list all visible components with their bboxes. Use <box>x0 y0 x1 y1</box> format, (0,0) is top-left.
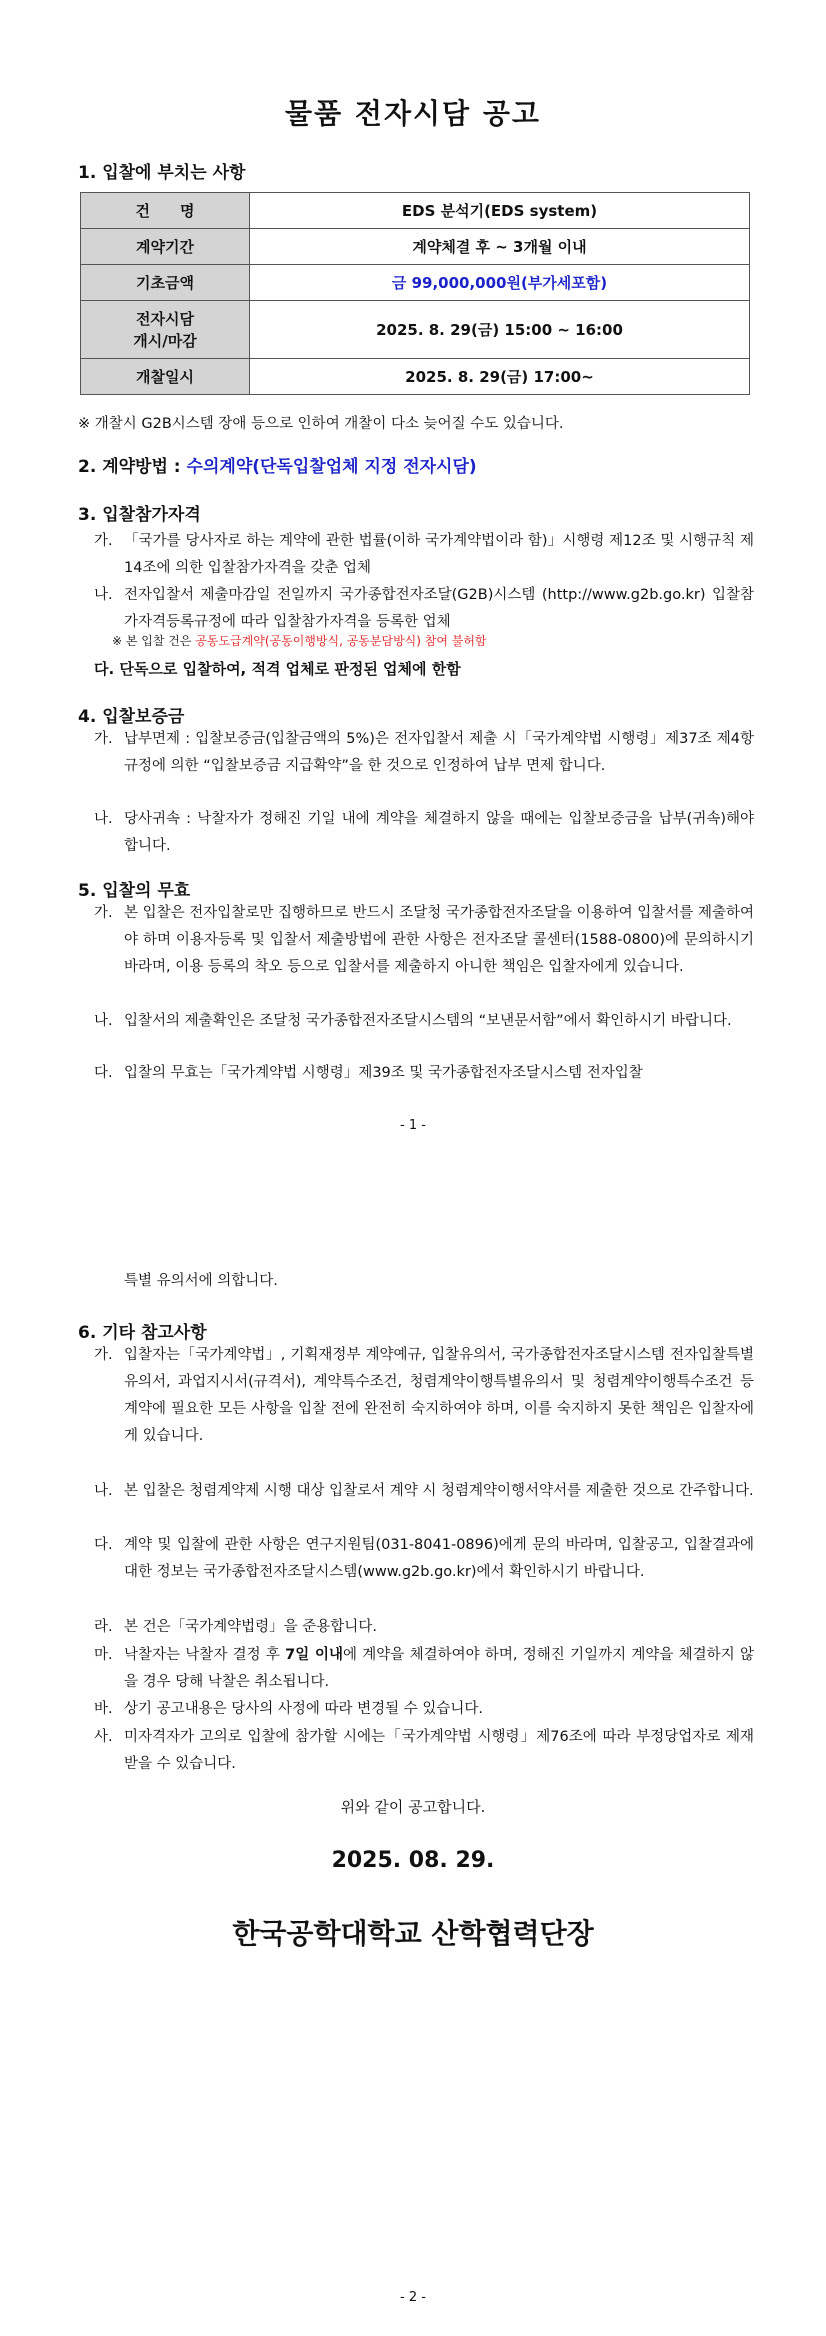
outage-note: ※ 개찰시 G2B시스템 장애 등으로 인하여 개찰이 다소 늦어질 수도 있습니다. <box>78 416 564 432</box>
section-2-heading <box>78 452 477 477</box>
item-text: 납부면제 : 입찰보증금(입찰금액의 5%)은 전자입찰서 제출 시「국가계약법 시행령」제37조 제4항 규정에 의한 “입찰보증금 지급확약”을 한 것으로 인정하여 납부 면제 합니다. <box>124 731 754 774</box>
item-text: 상기 공고내용은 당사의 사정에 따라 변경될 수 있습니다. <box>124 1701 484 1717</box>
closing-statement: 위와 같이 공고합니다. <box>340 1798 486 1816</box>
page-2 <box>0 1168 826 2336</box>
item-text: 입찰서의 제출확인은 조달청 국가종합전자조달시스템의 “보낸문서함”에서 확인하시기 바랍니다. <box>124 1013 732 1029</box>
row-value: EDS 분석기(EDS system) <box>250 193 750 229</box>
table-row <box>81 193 750 229</box>
consortium-note-red: 공동도급계약(공동이행방식, 공동분담방식) 참여 불허함 <box>195 634 487 648</box>
page-number: - 2 - <box>400 2290 426 2305</box>
row-label: 기초금액 <box>81 265 250 301</box>
section-1-heading: 1. 입찰에 부치는 사항 <box>78 163 246 183</box>
list-item <box>94 1532 754 1586</box>
item-text: 본 입찰은 전자입찰로만 집행하므로 반드시 조달청 국가종합전자조달을 이용하여 입찰서를 제출하여야 하며 이용자등록 및 입찰서 제출방법에 관한 사항은 전자조달 콜센터(1588-0800)에 문의하시기 바라며, 이용 등록의 착오 등으로 입찰서를 제출하지 아니한 책임은 입찰자에게 있습니다. <box>124 905 754 975</box>
section-4-heading: 4. 입찰보증금 <box>78 707 185 727</box>
section-6-heading: 6. 기타 참고사항 <box>78 1323 207 1343</box>
section-3-heading: 3. 입찰참가자격 <box>78 505 201 525</box>
list-item <box>94 528 754 582</box>
item-text-before: 낙찰자는 낙찰자 결정 후 <box>124 1647 286 1663</box>
row-value: 2025. 8. 29(금) 15:00 ~ 16:00 <box>250 301 750 359</box>
list-item <box>94 1724 754 1778</box>
contract-method: 수의계약(단독입찰업체 지정 전자시담) <box>186 457 477 477</box>
deadline-emphasis: 7일 이내 <box>285 1647 343 1663</box>
document-title: 물품 전자시담 공고 <box>285 97 541 130</box>
announcement-date: 2025. 08. 29. <box>331 1848 495 1873</box>
item-marker: 가. <box>94 533 113 549</box>
item-text: 미자격자가 고의로 입찰에 참가할 시에는「국가계약법 시행령」제76조에 따라 부정당업자로 제재 받을 수 있습니다. <box>124 1729 754 1772</box>
item-text: 당사귀속 : 낙찰자가 정해진 기일 내에 계약을 체결하지 않을 때에는 입찰보증금을 납부(귀속)해야 합니다. <box>124 811 754 854</box>
item-marker: 마. <box>94 1647 113 1663</box>
item-marker: 나. <box>94 1483 113 1499</box>
item-marker: 다. <box>94 1537 113 1553</box>
item-marker: 나. <box>94 811 113 827</box>
section-3-item-c: 다. 단독으로 입찰하여, 적격 업체로 판정된 업체에 한함 <box>94 660 461 678</box>
list-item <box>94 1342 754 1450</box>
list-item <box>94 582 754 636</box>
item-marker: 바. <box>94 1701 113 1717</box>
item-marker: 라. <box>94 1619 113 1635</box>
item-text: 「국가를 당사자로 하는 계약에 관한 법률(이하 국가계약법이라 함)」시행령 제12조 및 시행규칙 제14조에 의한 입찰참가자격을 갖춘 업체 <box>124 533 754 576</box>
item-marker: 사. <box>94 1729 113 1745</box>
item-marker: 나. <box>94 587 113 603</box>
item-marker: 가. <box>94 905 113 921</box>
item-text: 본 입찰은 청렴계약제 시행 대상 입찰로서 계약 시 청렴계약이행서약서를 제출한 것으로 간주합니다. <box>124 1483 754 1499</box>
list-item <box>94 726 754 780</box>
page-number: - 1 - <box>400 1118 426 1133</box>
list-item <box>94 806 754 860</box>
row-label: 개찰일시 <box>81 359 250 395</box>
row-value: 계약체결 후 ~ 3개월 이내 <box>250 229 750 265</box>
section-5-continuation: 특별 유의서에 의합니다. <box>124 1273 278 1289</box>
item-marker: 가. <box>94 731 113 747</box>
list-item <box>94 900 754 981</box>
consortium-note <box>112 632 487 649</box>
section-2-label: 2. 계약방법 : <box>78 457 181 477</box>
table-row <box>81 301 750 359</box>
section-5-heading: 5. 입찰의 무효 <box>78 881 191 901</box>
item-marker: 가. <box>94 1347 113 1363</box>
row-label: 계약기간 <box>81 229 250 265</box>
item-marker: 다. <box>94 1065 113 1081</box>
list-item <box>94 1696 754 1723</box>
table-row <box>81 229 750 265</box>
item-text: 계약 및 입찰에 관한 사항은 연구지원팀(031-8041-0896)에게 문의 바라며, 입찰공고, 입찰결과에 대한 정보는 국가종합전자조달시스템(www.g2b.go.kr)에서 확인하시기 바랍니다. <box>124 1537 754 1580</box>
item-text: 입찰의 무효는「국가계약법 시행령」제39조 및 국가종합전자조달시스템 전자입찰 <box>124 1065 643 1081</box>
table-row <box>81 265 750 301</box>
issuer-name: 한국공학대학교 산학협력단장 <box>232 1917 594 1950</box>
list-item <box>94 1478 754 1505</box>
row-label: 건 명 <box>81 193 250 229</box>
table-row <box>81 359 750 395</box>
item-marker: 나. <box>94 1013 113 1029</box>
item-text: 본 건은「국가계약법령」을 준용합니다. <box>124 1619 377 1635</box>
list-item <box>94 1060 754 1087</box>
bid-info-table <box>80 192 750 395</box>
list-item <box>94 1614 754 1641</box>
item-text-after: 에 계약을 체결하여야 하며, 정해진 기일까지 계약을 체결하지 않을 경우 당해 낙찰은 취소됩니다. <box>124 1647 754 1690</box>
row-label: 전자시담 개시/마감 <box>81 301 250 359</box>
list-item <box>94 1642 754 1696</box>
row-value: 금 99,000,000원(부가세포함) <box>250 265 750 301</box>
item-text <box>124 1642 754 1696</box>
item-text: 전자입찰서 제출마감일 전일까지 국가종합전자조달(G2B)시스템 (http://www.g2b.go.kr) 입찰참가자격등록규정에 따라 입찰참가자격을 등록한 업체 <box>124 587 754 630</box>
row-value: 2025. 8. 29(금) 17:00~ <box>250 359 750 395</box>
list-item <box>94 1008 754 1035</box>
consortium-note-prefix: ※ 본 입찰 건은 <box>112 634 196 648</box>
item-text: 입찰자는「국가계약법」, 기획재정부 계약예규, 입찰유의서, 국가종합전자조달시스템 전자입찰특별유의서, 과업지시서(규격서), 계약특수조건, 청렴계약이행특별유의서 및 청렴계약이행특수조건 등 계약에 필요한 모든 사항을 입찰 전에 완전히 숙지하여야 하며, 이를 숙지하지 못한 책임은 입찰자에게 있습니다. <box>124 1347 754 1444</box>
